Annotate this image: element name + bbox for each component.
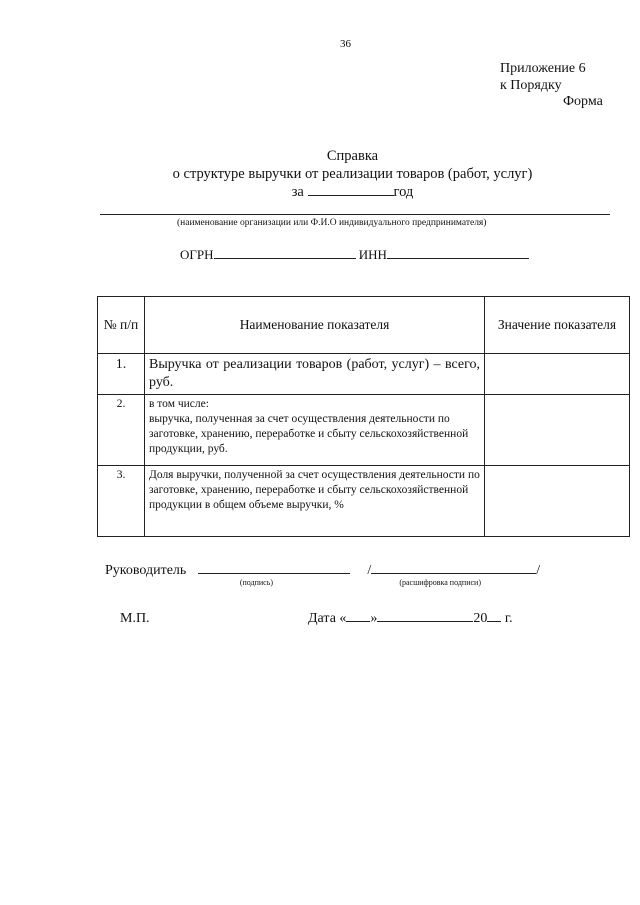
day-blank[interactable] [346, 621, 370, 622]
table-header-row [98, 297, 630, 354]
signature-blank[interactable] [198, 573, 350, 574]
table-row [98, 354, 630, 395]
signature-decode-field[interactable] [367, 563, 545, 587]
indicators-table [97, 296, 630, 537]
stamp-place: М.П. [120, 611, 150, 626]
date-label: Дата « [308, 611, 347, 626]
title-period [0, 183, 640, 201]
header-name: Наименование показателя [145, 297, 485, 354]
title-main: Справка [326, 148, 379, 164]
row-name: Доля выручки, полученной за счет осуществления деятельности по заготовке, хранению, переработке и сбыту сельскохозяйственной продукции в общем объеме выручки, % [145, 466, 485, 537]
signature-caption: (подпись) [239, 578, 274, 587]
table-row [98, 395, 630, 466]
ogrn-blank[interactable] [214, 258, 356, 259]
appendix-reference [500, 60, 586, 94]
form-label: Форма [563, 94, 603, 109]
document-title [0, 147, 640, 201]
row-value[interactable] [485, 354, 630, 395]
row-value[interactable] [485, 466, 630, 537]
header-num: № п/п [98, 297, 145, 354]
table-row [98, 466, 630, 537]
signature-field[interactable] [198, 563, 350, 587]
inn-blank[interactable] [387, 258, 529, 259]
decode-caption: (расшифровка подписи) [399, 578, 481, 587]
row-name [145, 395, 485, 466]
organization-name-line[interactable] [100, 214, 610, 215]
date-row [308, 611, 513, 627]
month-blank[interactable] [377, 621, 473, 622]
slash-left: / [367, 563, 372, 578]
page-number: 36 [340, 38, 351, 50]
row-name-text: выручка, полученная за счет осуществления деятельности по заготовке, хранению, переработке и сбыту сельскохозяйственной продукции, руб. [149, 413, 469, 455]
period-blank[interactable] [308, 195, 394, 196]
row-name: Выручка от реализации товаров (работ, услуг) – всего, руб. [145, 354, 485, 395]
inn-label: ИНН [358, 247, 387, 262]
period-suffix: год [393, 184, 414, 200]
appendix-line: Приложение 6 [500, 61, 586, 76]
row-num: 2. [98, 395, 145, 466]
year-prefix: 20 [473, 611, 488, 626]
year-blank[interactable] [487, 621, 501, 622]
period-prefix: за [291, 184, 304, 200]
decode-blank[interactable] [371, 573, 536, 574]
signature-label: Руководитель [105, 563, 187, 578]
title-subtitle: о структуре выручки от реализации товаров (работ, услуг) [172, 166, 533, 182]
row-value[interactable] [485, 395, 630, 466]
row-num: 3. [98, 466, 145, 537]
slash-right: / [536, 563, 541, 578]
organization-caption: (наименование организации или Ф.И.О индивидуального предпринимателя) [177, 218, 487, 228]
signature-row [105, 563, 545, 587]
year-suffix: г. [504, 611, 513, 626]
appendix-order-line: к Порядку [500, 78, 562, 93]
identifiers-row [180, 247, 529, 263]
row-num: 1. [98, 354, 145, 395]
ogrn-label: ОГРН [180, 247, 214, 262]
header-value: Значение показателя [485, 297, 630, 354]
date-quote: » [370, 611, 378, 626]
row-name-intro: в том числе: [149, 398, 209, 410]
